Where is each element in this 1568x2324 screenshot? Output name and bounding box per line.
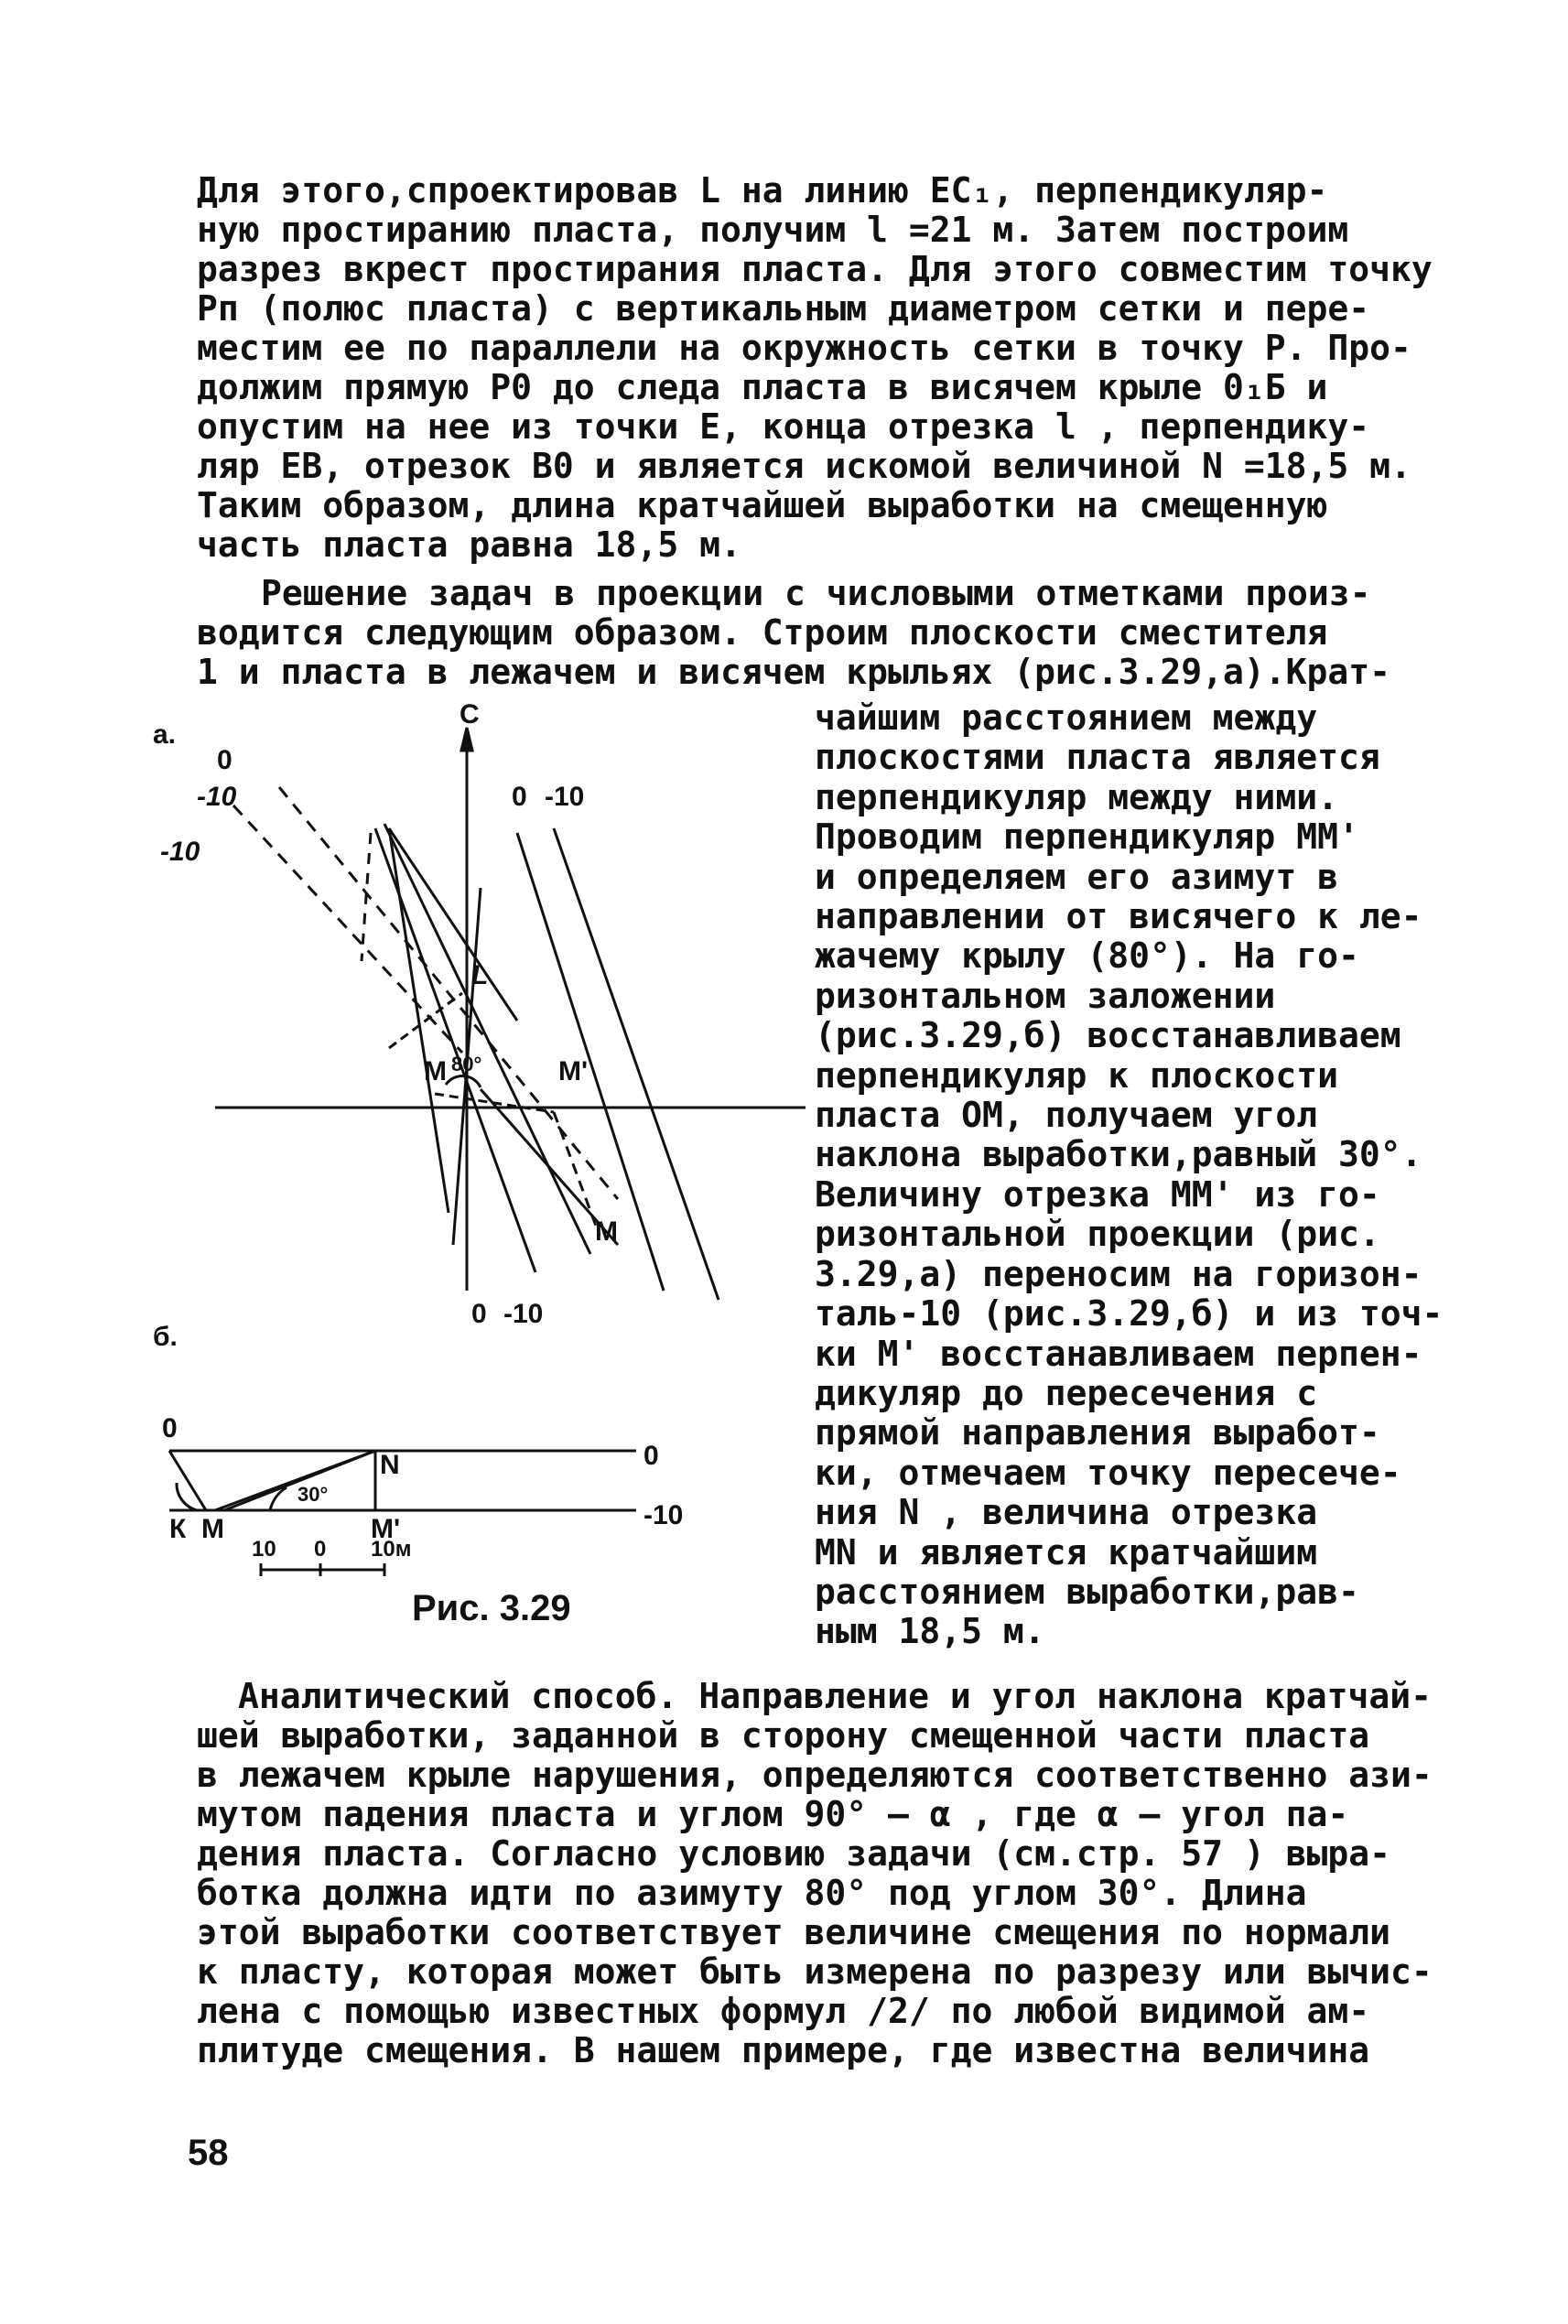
text-line: Рп (полюс пласта) с вертикальным диаметром сетки и пере- bbox=[197, 288, 1370, 329]
figure-drawing bbox=[153, 699, 810, 1629]
text-line: ризонтальной проекции (рис. bbox=[815, 1214, 1380, 1255]
text-line: Проводим перпендикуляр ММ' bbox=[815, 816, 1359, 858]
text-line: Для этого,спроектировав L на линию ЕС₁, перпендикуляр- bbox=[197, 170, 1328, 211]
text-line: ки, отмечаем точку пересече- bbox=[815, 1452, 1401, 1493]
contour-label: 0 bbox=[471, 1299, 487, 1329]
point-label-n: N bbox=[380, 1450, 400, 1480]
text-line: таль-10 (рис.3.29,б) и из точ- bbox=[815, 1293, 1444, 1335]
contour-line-dashed bbox=[233, 805, 462, 1053]
profile-plane-line bbox=[169, 1451, 206, 1510]
text-line: жачему крылу (80°). На го- bbox=[815, 935, 1359, 977]
text-line: расстоянием выработки,рав- bbox=[815, 1571, 1359, 1612]
scale-label-right: 10м bbox=[371, 1537, 412, 1562]
text-line: направлении от висячего к ле- bbox=[815, 896, 1422, 937]
paragraph-analytic bbox=[197, 1676, 1433, 2070]
text-line: этой выработки соответствует величине смещения по нормали bbox=[197, 1912, 1391, 1952]
angle-label-30: 30° bbox=[297, 1483, 329, 1506]
profile-label-0-right: 0 bbox=[643, 1441, 659, 1471]
text-line: ную простиранию пласта, получим l =21 м. Затем построим bbox=[197, 210, 1349, 250]
angle-label-80: 80° bbox=[451, 1053, 482, 1076]
text-line: ки М' восстанавливаем перпен- bbox=[815, 1333, 1422, 1374]
scale-label-left: 10 bbox=[252, 1537, 276, 1562]
text-line: ным 18,5 м. bbox=[815, 1611, 1045, 1652]
point-label-k: К bbox=[169, 1514, 187, 1544]
text-line: водится следующим образом. Строим плоскости сместителя bbox=[197, 612, 1328, 653]
figure-caption: Рис. 3.29 bbox=[412, 1588, 571, 1628]
text-line: наклона выработки,равный 30°. bbox=[815, 1134, 1422, 1175]
text-line: плитуде смещения. В нашем примере, где известна величина bbox=[197, 2030, 1370, 2070]
north-label: С bbox=[460, 699, 480, 730]
contour-line bbox=[384, 824, 590, 1254]
text-line: 3.29,а) переносим на горизон- bbox=[815, 1253, 1422, 1294]
contour-label: -10 bbox=[503, 1299, 544, 1329]
point-label-m: М bbox=[424, 1056, 447, 1086]
contour-label: -10 bbox=[197, 782, 237, 812]
text-line: часть пласта равна 18,5 м. bbox=[197, 524, 741, 565]
point-label-m-lower: М bbox=[595, 1216, 618, 1247]
text-line: ния N , величина отрезка bbox=[815, 1492, 1318, 1533]
text-line: лена с помощью известных формул /2/ по любой видимой ам- bbox=[197, 1991, 1370, 2031]
text-line: мутом падения пласта и углом 90° – α , где α – угол па- bbox=[197, 1794, 1349, 1834]
contour-label: 0 bbox=[512, 782, 527, 812]
text-line: должим прямую Р0 до следа пласта в висячем крыле 0₁Б и bbox=[197, 367, 1328, 407]
text-line: к пласту, которая может быть измерена по разрезу или вычис- bbox=[197, 1951, 1433, 1992]
text-line: (рис.3.29,б) восстанавливаем bbox=[815, 1015, 1401, 1056]
contour-line bbox=[517, 833, 664, 1291]
text-line: в лежачем крыле нарушения, определяются соответственно ази- bbox=[197, 1755, 1433, 1795]
text-line: Величину отрезка ММ' из го- bbox=[815, 1173, 1380, 1215]
contour-label: -10 bbox=[160, 837, 200, 867]
figure-label-b: б. bbox=[153, 1322, 178, 1352]
text-line: 1 и пласта в лежачем и висячем крыльях (рис.3.29,а).Крат- bbox=[197, 652, 1391, 692]
top-paragraph bbox=[197, 170, 1433, 565]
north-arrow-head bbox=[461, 728, 472, 751]
profile-label-minus10: -10 bbox=[643, 1500, 684, 1530]
text-line: местим ее по параллели на окружность сетки в точку Р. Про- bbox=[197, 328, 1411, 368]
profile-angle-arc bbox=[177, 1483, 197, 1510]
contour-line bbox=[389, 828, 449, 1213]
profile-label-0: 0 bbox=[162, 1413, 178, 1443]
text-line: дикуляр до пересечения с bbox=[815, 1372, 1318, 1413]
figure-label-a: а. bbox=[153, 719, 177, 750]
paragraph-problems bbox=[197, 574, 1414, 692]
point-label-m-prime: М' bbox=[558, 1056, 589, 1086]
text-line: чайшим расстоянием между bbox=[815, 697, 1318, 738]
text-line: опустим на нее из точки Е, конца отрезка l , перпендику- bbox=[197, 406, 1370, 447]
text-line: Аналитический способ. Направление и угол наклона кратчай- bbox=[238, 1676, 1433, 1716]
text-line: MN и является кратчайшим bbox=[815, 1531, 1318, 1573]
text-line: ризонтальном заложении bbox=[815, 975, 1276, 1016]
text-line: шей выработки, заданной в сторону смещенной части пласта bbox=[197, 1715, 1370, 1756]
perpendicular-mm bbox=[435, 1094, 554, 1112]
contour-label: 0 bbox=[217, 745, 232, 775]
text-line: перпендикуляр между ними. bbox=[815, 776, 1338, 817]
figure-3-29 bbox=[153, 699, 810, 1629]
text-line: Таким образом, длина кратчайшей выработки на смещенную bbox=[197, 485, 1328, 525]
contour-line bbox=[389, 828, 517, 1021]
contour-label: -10 bbox=[545, 782, 585, 812]
text-line: и определяем его азимут в bbox=[815, 856, 1338, 897]
page-number: 58 bbox=[188, 2133, 229, 2173]
text-line: разрез вкрест простирания пласта. Для этого совместим точку bbox=[197, 249, 1433, 289]
text-line: прямой направления выработ- bbox=[815, 1412, 1380, 1454]
text-line: ляр ЕВ, отрезок В0 и является искомой величиной N =18,5 м. bbox=[197, 446, 1411, 486]
text-line: плоскостями пласта является bbox=[815, 737, 1380, 778]
right-column-text bbox=[815, 697, 1444, 1652]
text-line: перпендикуляр к плоскости bbox=[815, 1054, 1338, 1096]
text-line: Решение задач в проекции с числовыми отметками произ- bbox=[261, 573, 1371, 613]
dashed-segment bbox=[554, 1112, 600, 1236]
text-line: пласта ОМ, получаем угол bbox=[815, 1095, 1318, 1136]
scale-label-middle: 0 bbox=[314, 1537, 327, 1562]
point-label-m-profile: М bbox=[201, 1514, 224, 1544]
point-label-m-prime-profile: М' bbox=[371, 1514, 401, 1544]
text-line: дения пласта. Согласно условию задачи (см.стр. 57 ) выра- bbox=[197, 1833, 1391, 1874]
angle-arc-80 bbox=[446, 1076, 481, 1087]
point-label-l: L bbox=[471, 960, 489, 990]
text-line: ботка должна идти по азимуту 80° под углом 30°. Длина bbox=[197, 1873, 1307, 1913]
